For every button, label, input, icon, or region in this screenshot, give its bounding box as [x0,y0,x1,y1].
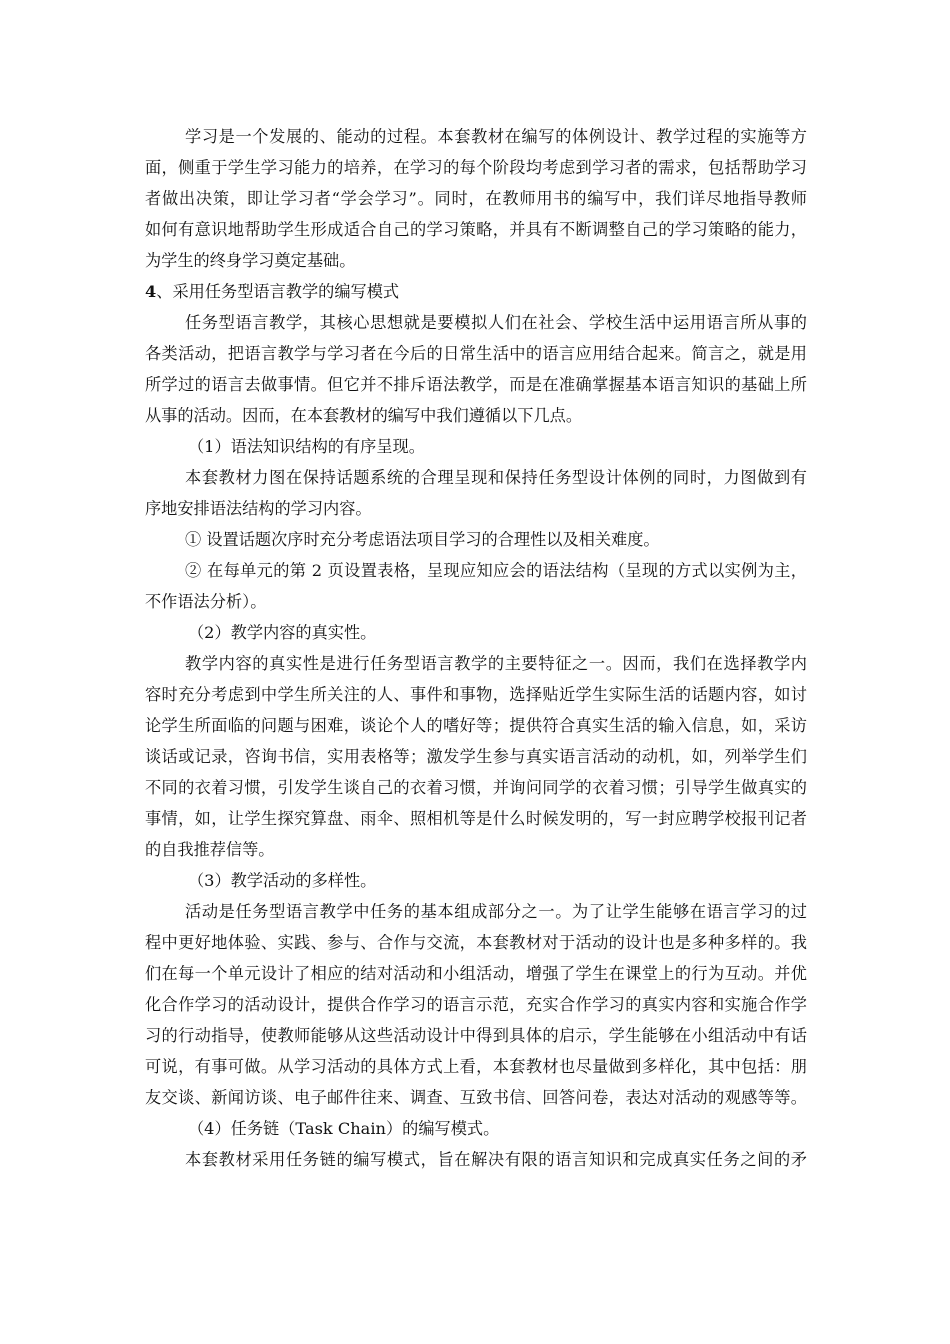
line-text: 的自我推荐信等。 [145,840,275,859]
line-text: 事情，如，让学生探究算盘、雨伞、照相机等是什么时候发明的，写一封应聘学校报刊记者 [145,809,807,828]
text-line [145,617,807,648]
text-line [145,648,807,679]
text-line [145,307,807,338]
text-line [145,183,807,214]
line-text: 可说，有事可做。从学习活动的具体方式上看，本套教材也尽量做到多样化，其中包括：朋 [145,1057,807,1076]
text-line [145,586,807,617]
line-text: 不作语法分析）。 [145,592,267,611]
line-text: 者做出决策，即让学习者“学会学习”。同时，在教师用书的编写中，我们详尽地指导教师 [145,189,807,208]
text-line [145,927,807,958]
text-line [145,803,807,834]
document-page [145,121,807,1175]
line-text: 谈话或记录，咨询书信，实用表格等；激发学生参与真实语言活动的动机，如，列举学生们 [145,747,807,766]
line-text: 学习是一个发展的、能动的过程。本套教材在编写的体例设计、教学过程的实施等方 [185,127,807,146]
line-text: 任务型语言教学，其核心思想就是要模拟人们在社会、学校生活中运用语言所从事的 [185,313,807,332]
line-text: 如何有意识地帮助学生形成适合自己的学习策略，并具有不断调整自己的学习策略的能力， [145,220,807,239]
text-line [145,1144,807,1175]
line-text: 论学生所面临的问题与困难，谈论个人的嗜好等；提供符合真实生活的输入信息，如，采访 [145,716,807,735]
line-text: 本套教材采用任务链的编写模式，旨在解决有限的语言知识和完成真实任务之间的矛 [185,1150,807,1169]
text-line [145,958,807,989]
heading-number: 4 [145,282,157,301]
line-text: 、采用任务型语言教学的编写模式 [156,282,400,301]
text-line [145,772,807,803]
text-line [145,462,807,493]
line-text: （4）任务链（Task Chain）的编写模式。 [188,1119,500,1138]
text-line [145,865,807,896]
text-line [145,400,807,431]
text-line [145,431,807,462]
line-text: 习的行动指导，使教师能够从这些活动设计中得到具体的启示，学生能够在小组活动中有话 [145,1026,807,1045]
line-text: ② 在每单元的第 2 页设置表格，呈现应知应会的语法结构（呈现的方式以实例为主， [185,561,807,580]
line-text: （3）教学活动的多样性。 [188,871,377,890]
line-text: 容时充分考虑到中学生所关注的人、事件和事物，选择贴近学生实际生活的话题内容，如讨 [145,685,807,704]
text-line [145,834,807,865]
line-text: 活动是任务型语言教学中任务的基本组成部分之一。为了让学生能够在语言学习的过 [185,902,807,921]
text-line [145,1051,807,1082]
line-text: 友交谈、新闻访谈、电子邮件往来、调查、互致书信、回答问卷，表达对活动的观感等等。 [145,1088,807,1107]
line-text: 面，侧重于学生学习能力的培养，在学习的每个阶段均考虑到学习者的需求，包括帮助学习 [145,158,807,177]
line-text: 从事的活动。因而，在本套教材的编写中我们遵循以下几点。 [145,406,583,425]
text-line [145,1113,807,1144]
line-text: 化合作学习的活动设计，提供合作学习的语言示范，充实合作学习的真实内容和实施合作学 [145,995,807,1014]
text-line [145,555,807,586]
line-text: 教学内容的真实性是进行任务型语言教学的主要特征之一。因而，我们在选择教学内 [185,654,807,673]
text-line [145,493,807,524]
line-text: 所学过的语言去做事情。但它并不排斥语法教学，而是在准确掌握基本语言知识的基础上所 [145,375,807,394]
line-text: ① 设置话题次序时充分考虑语法项目学习的合理性以及相关难度。 [185,530,660,549]
line-text: 本套教材力图在保持话题系统的合理呈现和保持任务型设计体例的同时，力图做到有 [185,468,807,487]
line-text: 程中更好地体验、实践、参与、合作与交流，本套教材对于活动的设计也是多种多样的。我 [145,933,807,952]
text-line [145,1020,807,1051]
text-line [145,896,807,927]
text-line [145,679,807,710]
text-line [145,741,807,772]
line-text: 不同的衣着习惯，引发学生谈自己的衣着习惯，并询问同学的衣着习惯；引导学生做真实的 [145,778,807,797]
text-line [145,214,807,245]
line-text: （2）教学内容的真实性。 [188,623,377,642]
text-line [145,524,807,555]
line-text: 们在每一个单元设计了相应的结对活动和小组活动，增强了学生在课堂上的行为互动。并优 [145,964,807,983]
text-line [145,152,807,183]
text-line [145,369,807,400]
line-text: 序地安排语法结构的学习内容。 [145,499,372,518]
section-heading [145,276,807,307]
text-line [145,1082,807,1113]
text-line [145,121,807,152]
text-line [145,245,807,276]
line-text: 为学生的终身学习奠定基础。 [145,251,356,270]
text-line [145,989,807,1020]
line-text: 各类活动，把语言教学与学习者在今后的日常生活中的语言应用结合起来。简言之，就是用 [145,344,807,363]
text-line [145,338,807,369]
text-line [145,710,807,741]
line-text: （1）语法知识结构的有序呈现。 [188,437,425,456]
